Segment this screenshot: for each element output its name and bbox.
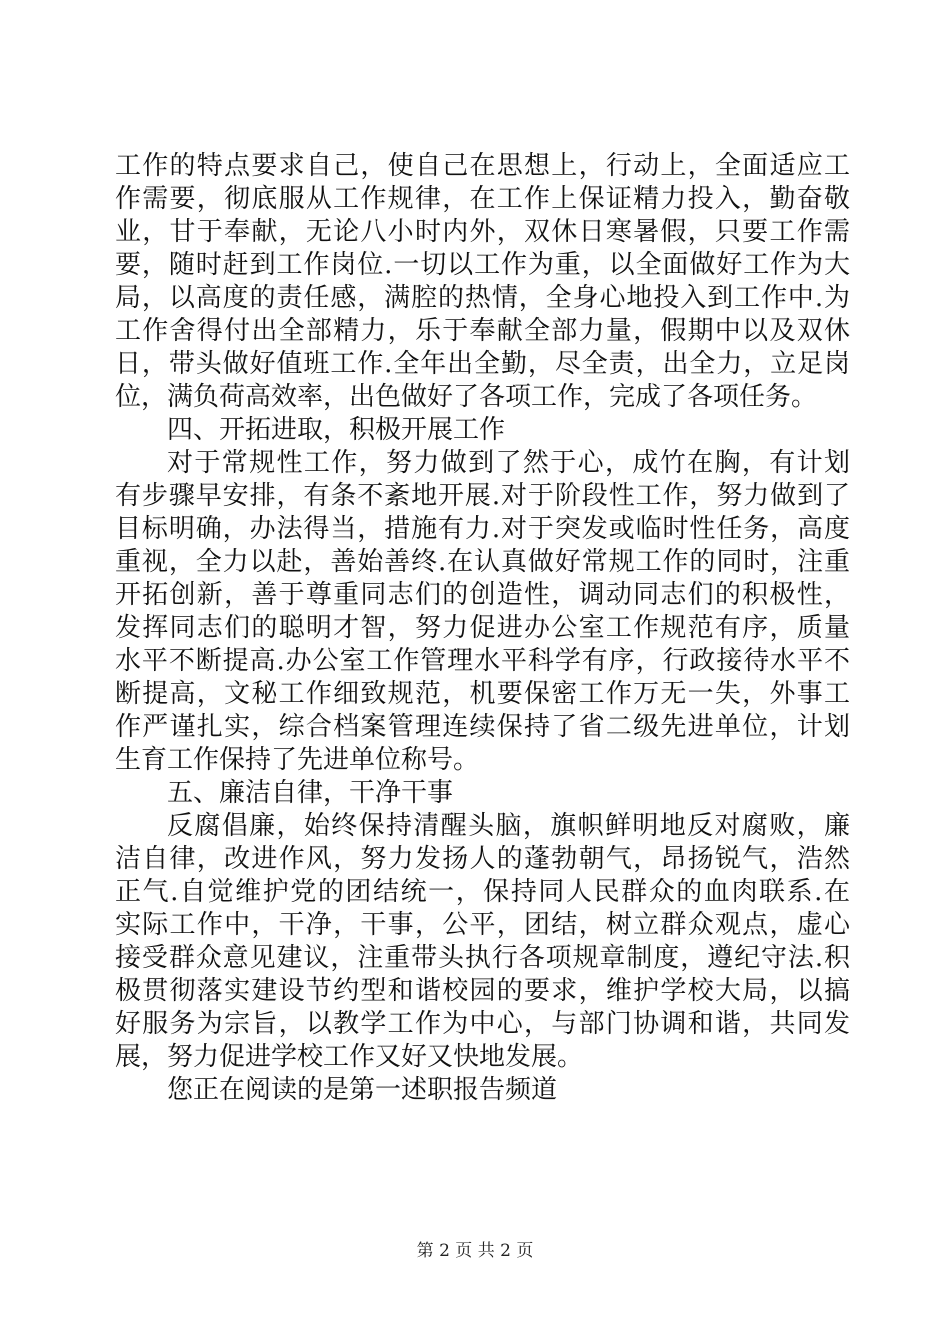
- paragraph: [115, 810, 850, 1074]
- paragraph: [115, 447, 850, 777]
- text-line: 工作舍得付出全部精力，乐于奉献全部力量，假期中以及双休: [115, 316, 850, 346]
- heading-text: 五、廉洁自律，干净干事: [167, 778, 454, 808]
- text-line: 好服务为宗旨，以教学工作为中心，与部门协调和谐，共同发: [115, 1009, 850, 1039]
- text-line: 展，努力促进学校工作又好又快地发展。: [115, 1042, 584, 1072]
- text-line: 断提高，文秘工作细致规范，机要保密工作万无一失，外事工: [115, 679, 850, 709]
- text-line: 目标明确，办法得当，措施有力.对于突发或临时性任务，高度: [115, 514, 850, 544]
- text-line: 重视，全力以赴，善始善终.在认真做好常规工作的同时，注重: [115, 547, 850, 577]
- text-line: 日，带头做好值班工作.全年出全勤，尽全责，出全力，立足岗: [115, 349, 850, 379]
- text-line: 局，以高度的责任感，满腔的热情，全身心地投入到工作中.为: [115, 283, 850, 313]
- text-line: 有步骤早安排，有条不紊地开展.对于阶段性工作，努力做到了: [115, 481, 850, 511]
- text-line: 极贯彻落实建设节约型和谐校园的要求，维护学校大局，以搞: [115, 976, 850, 1006]
- text-line: 工作的特点要求自己，使自己在思想上，行动上，全面适应工: [115, 151, 850, 181]
- text-line: 对于常规性工作，努力做到了然于心，成竹在胸，有计划: [167, 448, 850, 478]
- text-line: 作需要，彻底服从工作规律，在工作上保证精力投入，勤奋敬: [115, 184, 850, 214]
- text-line: 正气.自觉维护党的团结统一，保持同人民群众的血肉联系.在: [115, 877, 850, 907]
- text-line: 位，满负荷高效率，出色做好了各项工作，完成了各项任务。: [115, 382, 818, 412]
- text-line: 反腐倡廉，始终保持清醒头脑，旗帜鲜明地反对腐败，廉: [167, 811, 850, 841]
- text-line: 要，随时赶到工作岗位.一切以工作为重，以全面做好工作为大: [115, 250, 850, 280]
- text-line: 水平不断提高.办公室工作管理水平科学有序，行政接待水平不: [115, 646, 850, 676]
- text-line: 作严谨扎实，综合档案管理连续保持了省二级先进单位，计划: [115, 712, 850, 742]
- page-number-footer: 第 2 页 共 2 页: [416, 1241, 534, 1261]
- channel-note-text: 您正在阅读的是第一述职报告频道: [167, 1075, 558, 1105]
- document-body: [115, 150, 850, 1107]
- text-line: 发挥同志们的聪明才智，努力促进办公室工作规范有序，质量: [115, 613, 850, 643]
- text-line: 洁自律，改进作风，努力发扬人的蓬勃朝气，昂扬锐气，浩然: [115, 844, 850, 874]
- text-line: 生育工作保持了先进单位称号。: [115, 745, 480, 775]
- paragraph: [115, 150, 850, 414]
- heading-text: 四、开拓进取，积极开展工作: [167, 415, 506, 445]
- section-heading: [115, 414, 850, 447]
- channel-note: [115, 1074, 850, 1107]
- text-line: 实际工作中，干净，干事，公平，团结，树立群众观点，虚心: [115, 910, 850, 940]
- text-line: 开拓创新，善于尊重同志们的创造性，调动同志们的积极性，: [115, 580, 850, 610]
- text-line: 接受群众意见建议，注重带头执行各项规章制度，遵纪守法.积: [115, 943, 850, 973]
- section-heading: [115, 777, 850, 810]
- text-line: 业，甘于奉献，无论八小时内外，双休日寒暑假，只要工作需: [115, 217, 850, 247]
